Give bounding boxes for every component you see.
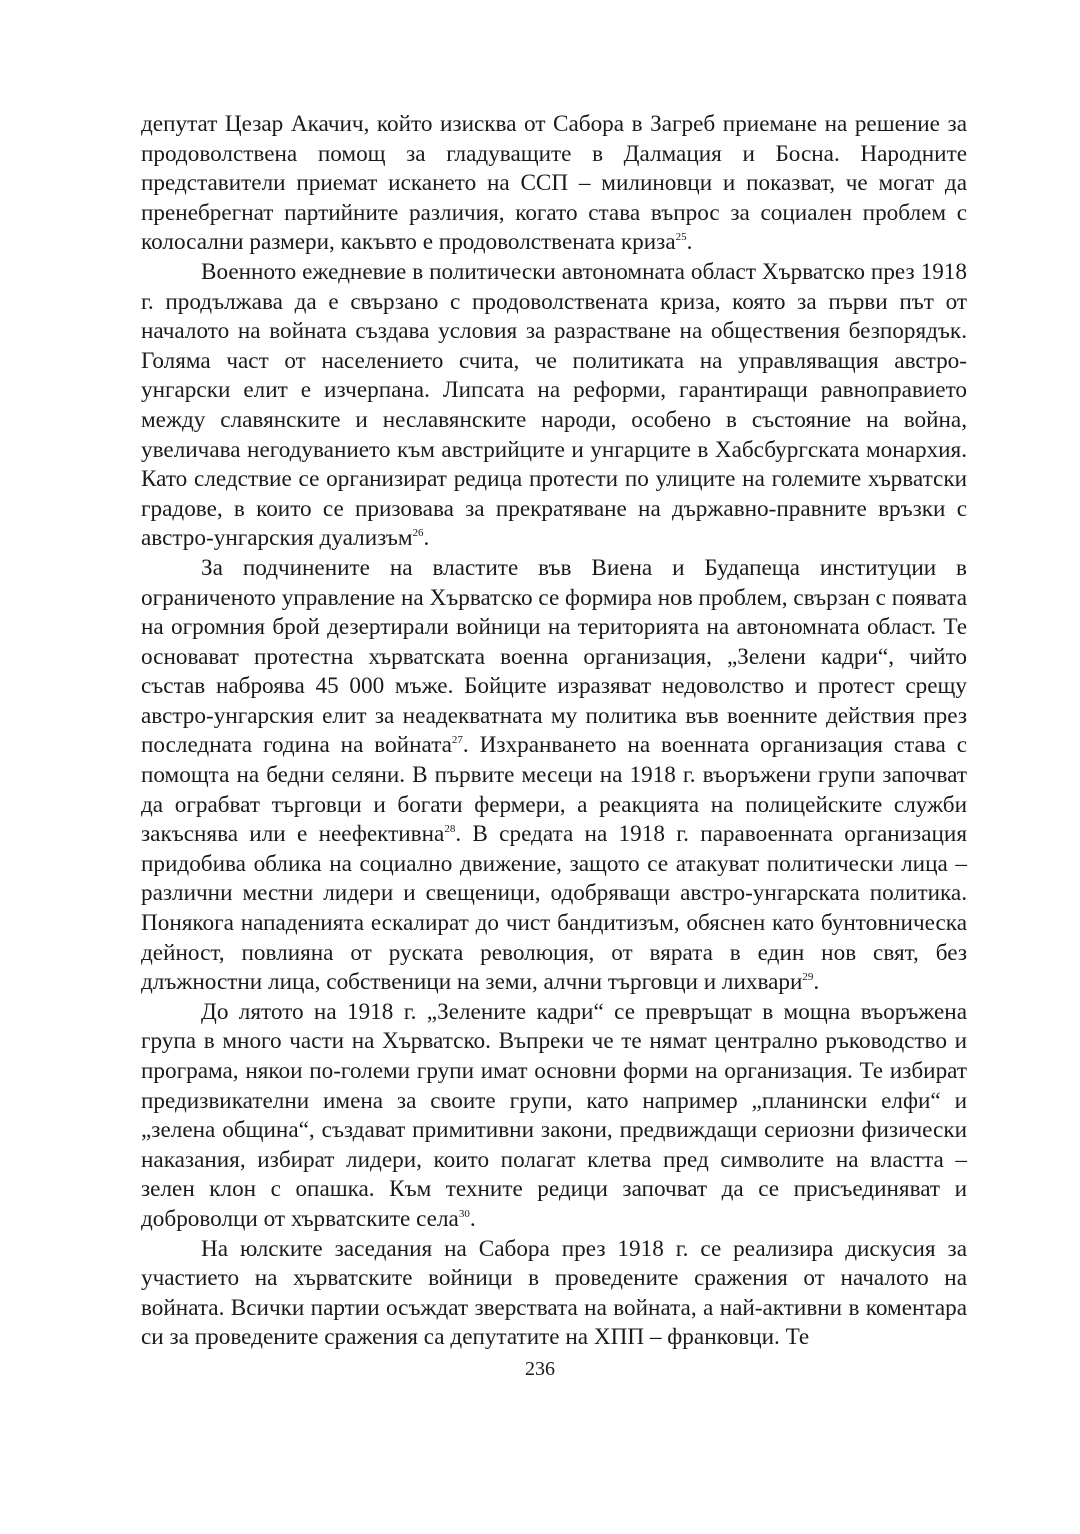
paragraph-4	[141, 998, 967, 1235]
footnote-ref-26: 26	[412, 527, 424, 540]
footnote-ref-25: 25	[675, 231, 687, 244]
paragraph-2	[141, 258, 967, 554]
paragraph-1-text: депутат Цезар Акачич, който изисква от Сабора в Загреб приемане на решение за продоволствена помощ за гладуващите в Далмация и Босна. Народните представители приемат искането на ССП – милиновци и показват, че могат да пренебрегнат партийните различия, когато става въпрос за социален проблем с колосални размери, какъвто е продоволствената криза	[141, 111, 967, 256]
paragraph-5-text: На юлските заседания на Сабора през 1918 г. се реализира дискусия за участието на хърватските войници в проведените сражения от началото на войната. Всички партии осъждат зверствата на войната, а най-активни в коментара си за проведените сражения са депутатите на ХПП – франковци. Те	[141, 1235, 967, 1351]
paragraph-4-end: .	[469, 1205, 476, 1232]
paragraph-2-end: .	[423, 525, 430, 552]
paragraph-2-text: Военното ежедневие в политически автономната област Хърватско през 1918 г. продължава да е свързано с продоволствената криза, която за първи път от началото на войната създава условия за разрастване на обществения безпорядък. Голяма част от населението счита, че политиката на управляващия австро-унгарски елит е изчерпана. Липсата на реформи, гарантиращи равноправието между славянските и неславянските народи, особено в състояние на война, увеличава негодуванието към австрийците и унгарците в Хабсбургската монархия. Като следствие се организират редица протести по улиците на големите хърватски градове, в които се призовава за прекратяване на държавно-правните връзки с австро-унгарския дуализъм	[141, 258, 967, 552]
paragraph-3-text-part-3: . В средата на 1918 г. паравоенната организация придобива облика на социално движение, защото се атакуват политически лица – различни местни лидери и свещеници, одобряващи австро-унгарската политика. Понякога нападенията ескалират до чист бандитизъм, обяснен като бунтовническа дейност, повлияна от руската революция, от вярата в един нов свят, без длъжностни лица, собственици на земи, алчни търговци и лихвари	[141, 821, 967, 996]
body-text	[141, 110, 967, 1353]
paragraph-5	[141, 1235, 967, 1353]
footnote-ref-30: 30	[458, 1207, 470, 1220]
footnote-ref-27: 27	[451, 734, 463, 747]
footnote-ref-28: 28	[444, 823, 456, 836]
paragraph-3-text-part-1: За подчинените на властите във Виена и Будапеща институции в ограниченото управление на Хърватско се формира нов проблем, свързан с появата на огромния брой дезертирали войници на територията на автономната област. Те основават протестна хърватската военна организация, „Зелени кадри“, чийто състав наброява 45 000 мъже. Бойците изразяват недоволство и протест срещу австро-унгарския елит за неадекватната му политика във военните действия през последната година на войната	[141, 554, 967, 759]
paragraph-3-text-part-2: . Изхранването на военната организация става с помощта на бедни селяни. В първите месеци на 1918 г. въоръжени групи започват да ограбват търговци и богати фермери, а реакцията на полицейските служби закъснява или е неефективна	[141, 732, 967, 848]
paragraph-4-text: До лятото на 1918 г. „Зелените кадри“ се превръщат в мощна въоръжена група в много части на Хърватско. Въпреки че те нямат централно ръководство и програма, някои по-големи групи имат основни форми на организация. Те избират предизвикателни имена за своите групи, като например „планински елфи“ и „зелена община“, създават примитивни закони, предвиждащи сериозни физически наказания, избират лидери, които полагат клетва пред символите на властта – зелен клон с опашка. Към техните редици започват да се присъединяват и доброволци от хърватските села	[141, 998, 967, 1232]
page-number: 236	[525, 1358, 555, 1380]
paragraph-1	[141, 110, 967, 258]
footnote-ref-29: 29	[802, 971, 814, 984]
paragraph-1-end: .	[686, 229, 693, 256]
paragraph-3	[141, 554, 967, 998]
paragraph-3-end: .	[813, 969, 820, 996]
